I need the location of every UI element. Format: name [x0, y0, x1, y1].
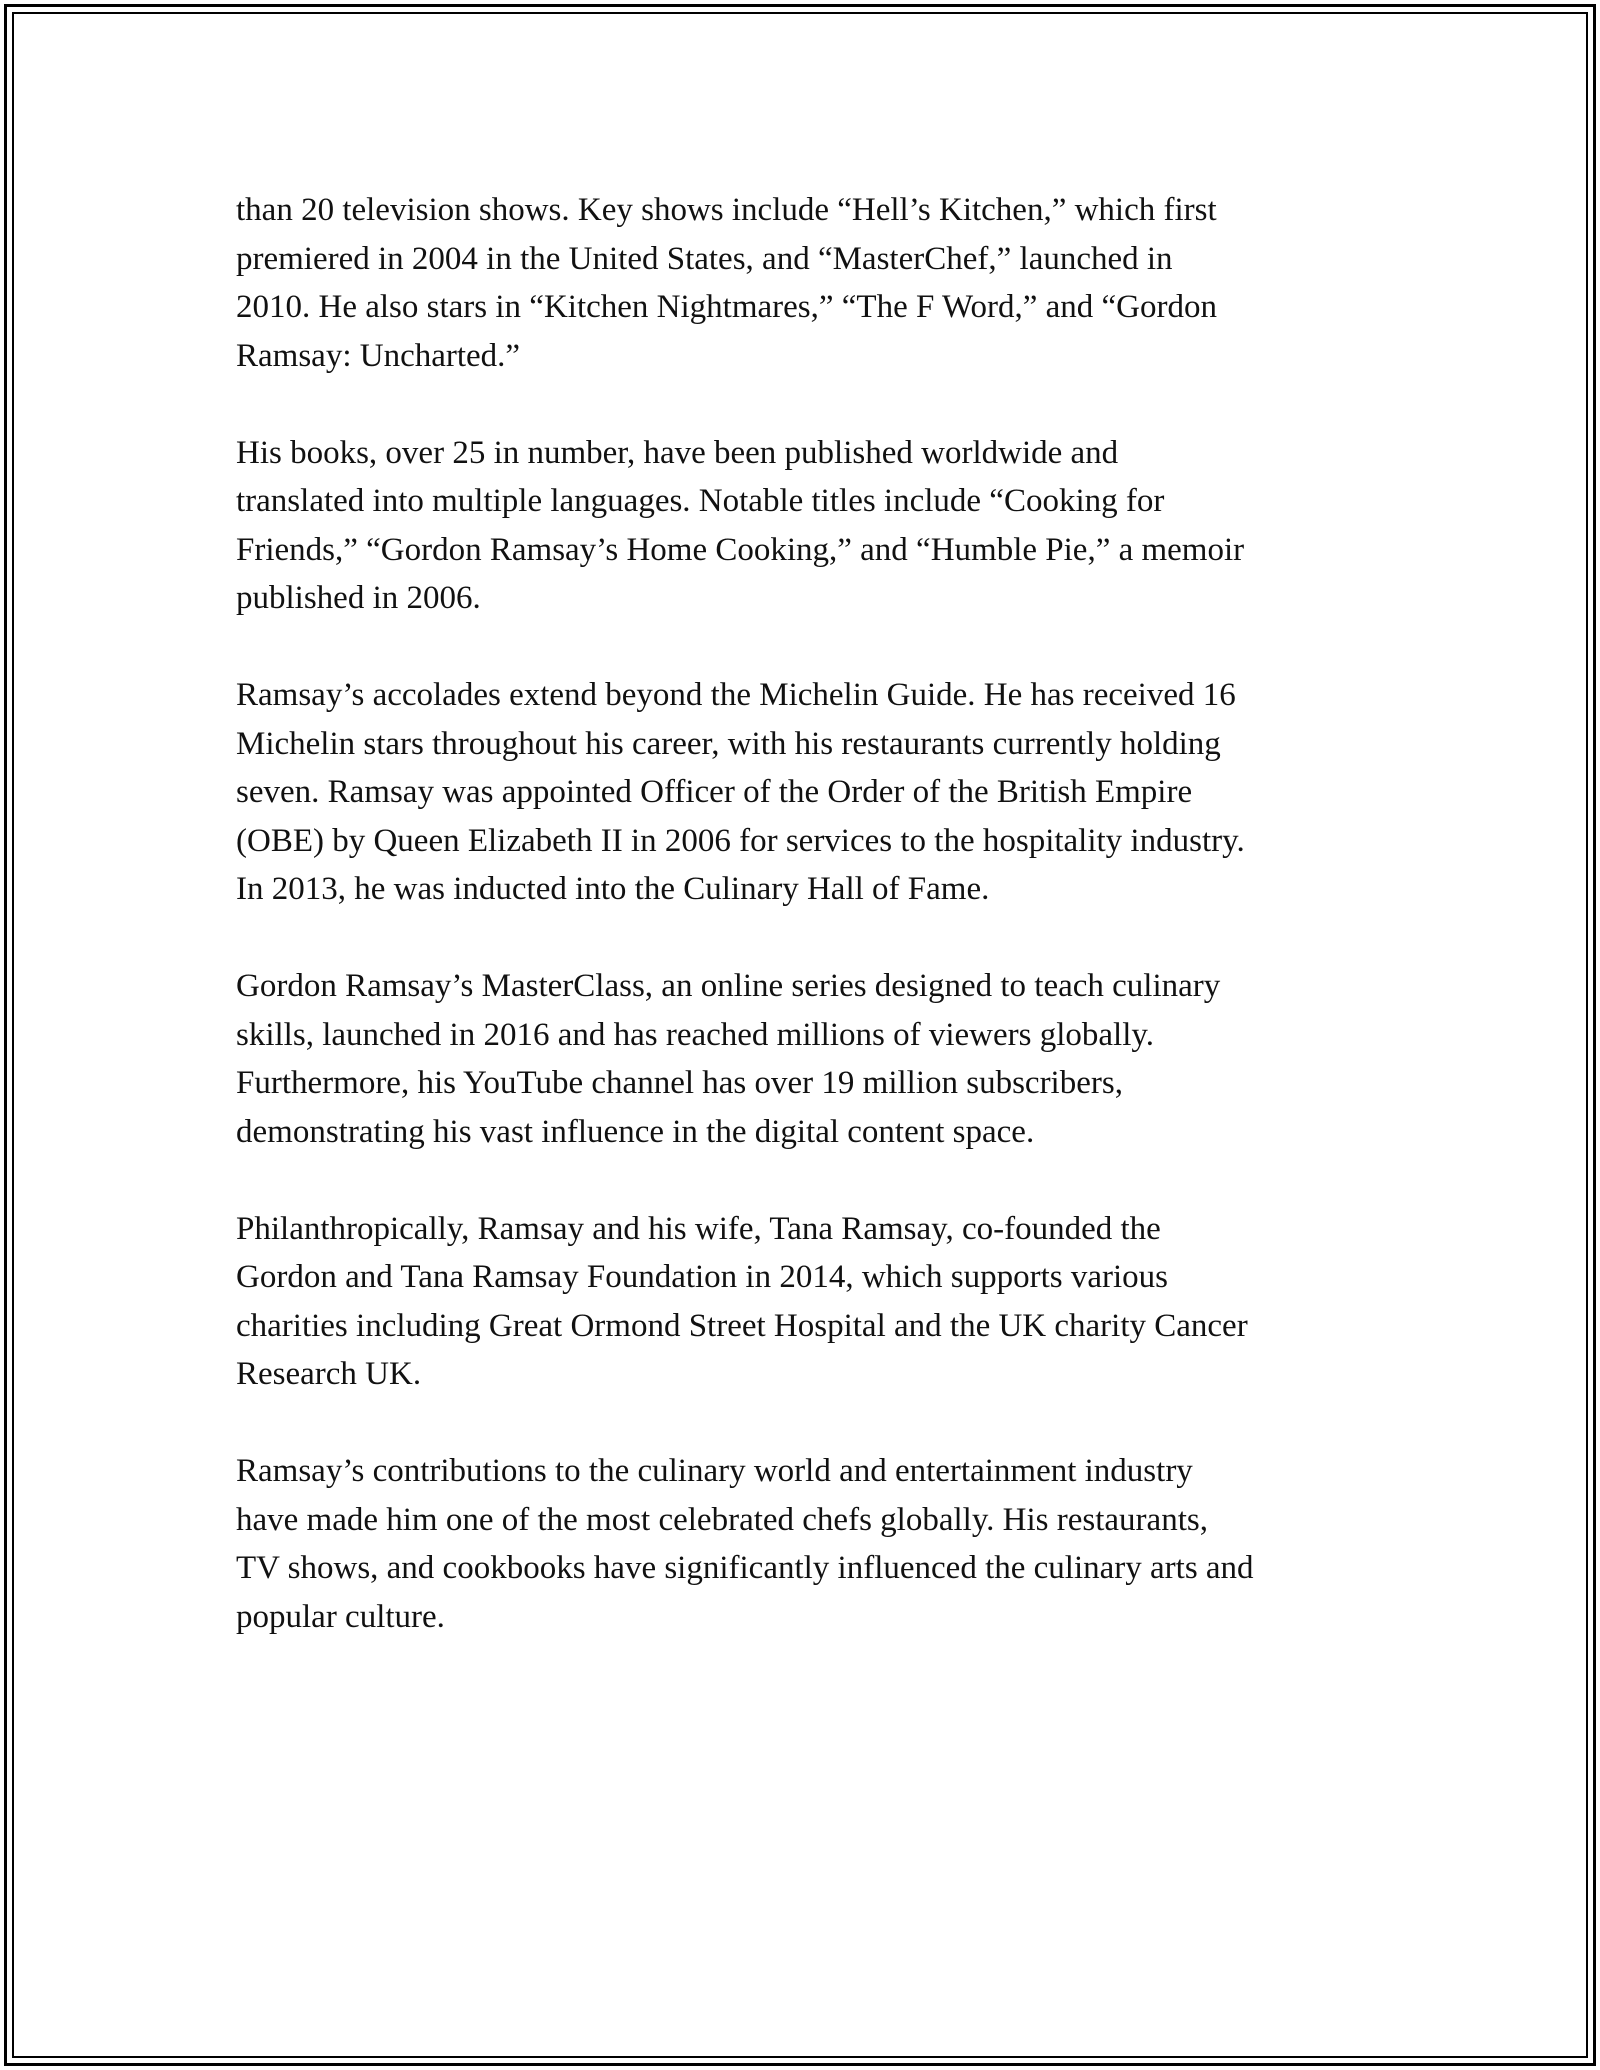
paragraph-masterclass: [236, 962, 1376, 1156]
text-line: (OBE) by Queen Elizabeth II in 2006 for services to the hospitality industry.: [236, 822, 1245, 859]
text-line: His books, over 25 in number, have been published worldwide and: [236, 434, 1119, 471]
paragraph-books: [236, 429, 1376, 623]
text-line: Ramsay: Uncharted.”: [236, 337, 521, 374]
text-line: Research UK.: [236, 1356, 422, 1392]
text-line: 2010. He also stars in “Kitchen Nightmares,” “The F Word,” and “Gordon: [236, 289, 1217, 325]
text-line: popular culture.: [236, 1598, 445, 1635]
text-line: demonstrating his vast influence in the digital content space.: [236, 1113, 1035, 1150]
text-line: Ramsay’s accolades extend beyond the Michelin Guide. He has received 16: [236, 677, 1236, 713]
paragraph-philanthropy: [236, 1205, 1376, 1399]
text-line: Gordon Ramsay’s MasterClass, an online series designed to teach culinary: [236, 968, 1221, 1004]
text-line: Friends,” “Gordon Ramsay’s Home Cooking,” and “Humble Pie,” a memoir: [236, 531, 1245, 568]
text-line: Michelin stars throughout his career, with his restaurants currently holding: [236, 725, 1221, 762]
text-line: translated into multiple languages. Notable titles include “Cooking for: [236, 483, 1165, 519]
text-line: premiered in 2004 in the United States, and “MasterChef,” launched in: [236, 240, 1173, 277]
text-line: Ramsay’s contributions to the culinary world and entertainment industry: [236, 1453, 1193, 1489]
text-line: TV shows, and cookbooks have significantly influenced the culinary arts and: [236, 1550, 1254, 1586]
paragraph-tv-shows: [236, 186, 1376, 380]
text-line: In 2013, he was inducted into the Culinary Hall of Fame.: [236, 871, 990, 907]
paragraph-contributions: [236, 1447, 1376, 1641]
text-line: than 20 television shows. Key shows include “Hell’s Kitchen,” which first: [236, 192, 1217, 228]
text-line: charities including Great Ormond Street Hospital and the UK charity Cancer: [236, 1307, 1248, 1344]
text-line: Philanthropically, Ramsay and his wife, Tana Ramsay, co-founded the: [236, 1210, 1161, 1247]
text-line: have made him one of the most celebrated chefs globally. His restaurants,: [236, 1501, 1208, 1538]
text-line: published in 2006.: [236, 580, 481, 616]
document-body: [236, 186, 1376, 1690]
text-line: skills, launched in 2016 and has reached millions of viewers globally.: [236, 1016, 1154, 1053]
text-line: Furthermore, his YouTube channel has over 19 million subscribers,: [236, 1065, 1123, 1101]
paragraph-accolades: [236, 671, 1376, 914]
text-line: Gordon and Tana Ramsay Foundation in 2014, which supports various: [236, 1259, 1168, 1295]
text-line: seven. Ramsay was appointed Officer of the Order of the British Empire: [236, 774, 1193, 810]
